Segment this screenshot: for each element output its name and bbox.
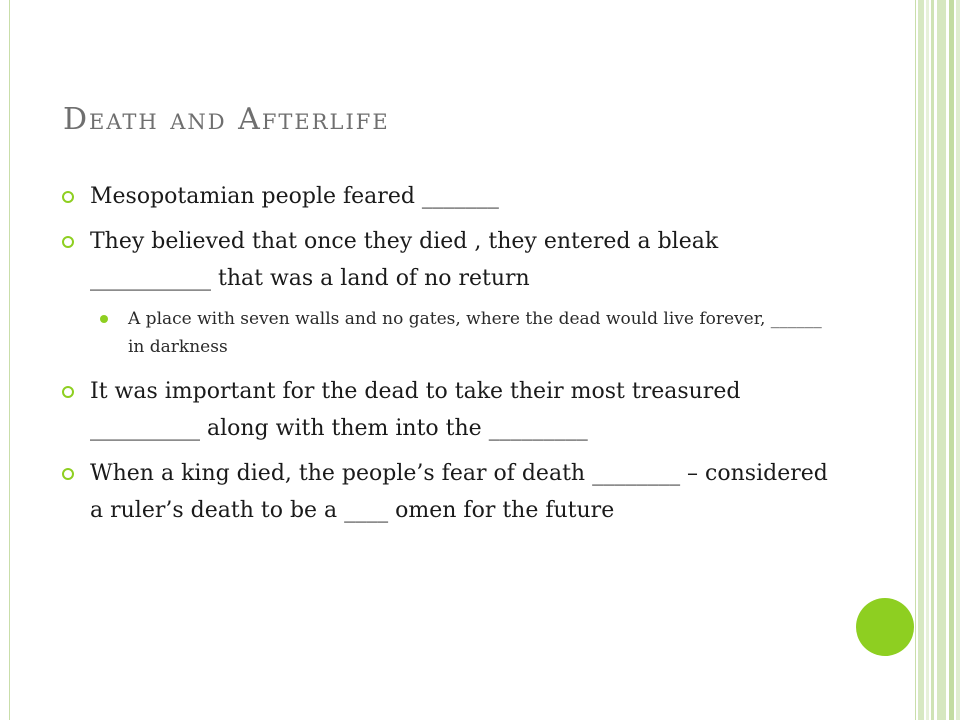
bullet-item: It was important for the dead to take their most treasured __________ along with them into the _________ xyxy=(60,373,830,447)
decorative-stripe xyxy=(931,0,934,720)
slide-title: Death and Afterlife xyxy=(63,102,390,137)
bullet-item: Mesopotamian people feared _______ xyxy=(60,178,830,215)
bullet-list xyxy=(60,178,830,537)
sub-bullet-item: A place with seven walls and no gates, where the dead would live forever, ______ in darkness xyxy=(60,305,830,361)
decorative-stripe xyxy=(956,0,960,720)
decorative-stripe xyxy=(918,0,924,720)
decorative-stripe xyxy=(949,0,954,720)
bullet-item: They believed that once they died , they entered a bleak ___________ that was a land of no return xyxy=(60,223,830,297)
bullet-item: When a king died, the people’s fear of death ________ – considered a ruler’s death to be a ____ omen for the future xyxy=(60,455,830,529)
decorative-circle xyxy=(856,598,914,656)
decorative-stripe xyxy=(926,0,929,720)
decorative-stripe xyxy=(937,0,946,720)
